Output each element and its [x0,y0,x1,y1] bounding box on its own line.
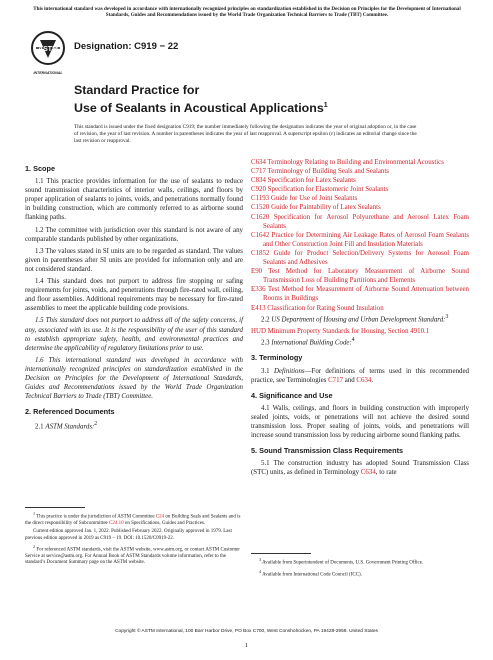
standard-link[interactable]: E90 [251,268,263,276]
standard-title[interactable]: Terminology Relating to Building and Environmental Acoustics [265,159,444,166]
footnote-divider [25,507,85,508]
copyright-line: Copyright © ASTM International, 100 Barr Harbor Drive, PO Box C700, West Conshohocken, PA 19428-2959. United States [115,629,378,634]
left-column [25,158,243,435]
referenced-standard-item [251,167,469,176]
document-title [74,83,328,116]
referenced-standard-item [251,304,469,313]
standard-link[interactable]: E336 [251,286,266,294]
paragraph-2-2: 2.2 US Department of Housing and Urban Development Standard:$^3$ [261,313,449,323]
paragraph-5-1: 5.1 The construction industry has adopted Sound Transmission Class (STC) units, as defined in Terminology C634, to rate [251,460,469,477]
section-heading-significance: 4. Significance and Use [251,390,333,400]
title-line-1: Standard Practice for [74,83,200,97]
paragraph-1-6: 1.6 This international standard was developed in accordance with internationally recognized principles on standardization established in the Decision on Principles for the Development of International Standards, Guides and Recommendations issued by the World Trade Organization Technical Barriers to Trade (TBT) Committee. [25,356,243,401]
standard-link[interactable]: C1620 [251,213,270,221]
astm-logo [30,30,66,78]
svg-text:ASTM: ASTM [38,46,58,53]
referenced-standard-item [251,194,469,203]
paragraph-1-2: 1.2 The committee with jurisdiction over this standard is not aware of any comparable standards published by other organizations. [25,226,243,243]
link-c634[interactable]: C634 [360,469,376,477]
standard-link[interactable]: E413 [251,304,266,312]
standard-link[interactable]: C1520 [251,204,270,212]
footnote-1-edition: Current edition approved Jan. 1, 2022. Published February 2022. Originally approved in 1979. Last previous edition approved in 2019 as C919 – 19. DOI: 10.1520/C0919-22. [25,529,232,541]
svg-text:INTERNATIONAL: INTERNATIONAL [33,71,63,75]
paragraph-1-1: 1.1 This practice provides information for the use of sealants to reduce sound transmission characteristics of interior walls, ceilings, and floors by proper application of sealants to joints, voids, and penetrations normally found in building construction, which are commonly referred to as airborne sound flanking paths. [25,178,243,222]
standard-title[interactable]: Test Method for Measurement of Airborne Sound Attenuation between Rooms in Buildings [263,286,469,303]
standard-link[interactable]: C920 [251,186,266,194]
standard-title[interactable]: Practice for Determining Air Leakage Rates of Aerosol Foam Sealants and Other Construction Joint Fill and Insulation Materials [263,231,469,248]
paragraph-1-4: 1.4 This standard does not purport to address fire stopping or safing requirements for joints, voids, and penetrations through fire-rated wall, ceiling, and floor assemblies. Additional requirements may be necessary for fire-rated assemblies to meet the applicable building code provisions. [25,278,243,313]
hud-standard-link[interactable]: HUD Minimum Property Standards for Housing, Section 4910.1 [251,327,430,335]
footnotes-left [25,511,243,568]
link-c24-10[interactable]: C24.10 [109,520,124,526]
referenced-standard-item [251,249,469,267]
paragraph-3-1: 3.1 Definitions—For definitions of terms used in this recommended practice, see Terminologies C717 and C634. [251,367,469,384]
referenced-standards-list [251,158,469,313]
paragraph-1-3: 1.3 The values stated in SI units are to be regarded as standard. The values given in parentheses after SI units are provided for information only and are not considered standard. [25,247,243,273]
link-c24[interactable]: C24 [155,514,165,520]
paragraph-2-3: 2.3 International Building Code:$^4$ [261,337,355,347]
designation: Designation: C919 − 22 [74,41,179,52]
standard-link[interactable]: C717 [251,168,266,176]
referenced-standard-item [251,203,469,212]
standard-title[interactable]: Specification for Elastomeric Joint Sealants [265,186,389,194]
standard-title[interactable]: Guide for Paintability of Latex Sealants [269,204,381,212]
referenced-standard-item [251,267,469,285]
footnote-divider-right [251,553,311,554]
referenced-standard-item [251,213,469,231]
paragraph-4-1: 4.1 Walls, ceilings, and floors in building construction with improperly sealed joints, voids, or penetrations will not achieve the desired sound transmission loss. Proper sealing of joints, voids, and penetrations will increase sound transmission loss by reducing airborne sound flanking paths. [251,404,469,440]
referenced-standard-item [251,176,469,185]
footnote-2: $^2$ For referenced ASTM standards, visit the ASTM website, www.astm.org, or contact ASTM Customer Service at service@astm.org. For Annual Book of ASTM Standards volume information, refer to the standard’s Document Summary page on the ASTM website. [25,543,240,566]
standard-link[interactable]: C1193 [251,195,270,203]
referenced-standard-item [251,158,469,167]
standard-title[interactable]: Guide for Use of Joint Sealants [269,195,358,203]
standard-title[interactable]: Specification for Latex Sealants [265,177,356,185]
section-heading-scope: 1. Scope [25,164,56,173]
issuance-note: This standard is issued under the fixed designation C919; the number immediately following the designation indicates the year of original adoption or, in the case of revision, the year of last revision. A number in parentheses indicates the year of last reapproval. A superscript epsilon (ε) indicates an editorial change since the last revision or reapproval. [74,124,417,144]
footnote-3: $^3$ Available from Superintendent of Documents, U.S. Government Printing Office. [259,557,424,566]
referenced-standard-item [251,285,469,303]
referenced-standard-item [251,231,469,249]
right-column [251,158,469,481]
link-c717[interactable]: C717 [328,376,344,384]
standard-title[interactable]: Classification for Rating Sound Insulation [265,304,384,312]
standard-link[interactable]: C1852 [251,249,270,257]
referenced-standard-item [251,185,469,194]
section-heading-referenced-documents: 2. Referenced Documents [25,407,115,417]
paragraph-1-5: 1.5 This standard does not purport to address all of the safety concerns, if any, associated with its use. It is the responsibility of the user of this standard to establish appropriate safety, health, and environmental practices and determine the applicability of regulatory limitations prior to use. [25,317,243,352]
paragraph-2-1: 2.1 ASTM Standards:$^2$ [35,421,98,431]
standard-title[interactable]: Terminology of Building Seals and Sealants [265,168,389,176]
standard-link[interactable]: C634 [251,159,266,166]
page-number: 1 [244,642,249,649]
standard-title[interactable]: Specification for Aerosol Polyurethane and Aerosol Latex Foam Sealants [263,213,469,230]
section-heading-terminology: 3. Terminology [251,353,303,363]
section-heading-stc: 5. Sound Transmission Class Requirements [251,446,404,456]
standard-title[interactable]: Test Method for Laboratory Measurement of Airborne Sound Transmission Loss of Building Partitions and Elements [262,268,469,285]
international-standard-notice: This international standard was developed in accordance with internationally recognized principles on standardization established in the Decision on Principles for the Development of International Standards, Guides and Recommendations issued by the World Trade Organization Technical Barriers to Trade (TBT) Committee. [33,6,461,19]
link-c634[interactable]: C634 [356,376,372,384]
standard-link[interactable]: C1642 [251,231,270,239]
title-line-2: Use of Sealants in Acoustical Applications$^1$ [74,101,328,116]
standard-title[interactable]: Guide for Product Selection/Delivery Systems for Aerosol Foam Sealants and Adhesives [263,249,469,267]
footnote-4: $^4$ Available from International Code Council (ICC). [259,568,362,578]
standard-link[interactable]: C834 [251,177,266,185]
footnotes-right [251,557,469,581]
footnote-1: $^1$ This practice is under the jurisdiction of ASTM Committee C24 on Building Seals and Sealants and is the direct responsibility of Subcommittee C24.10 on Specifications, Guides and Practices. [25,511,241,526]
